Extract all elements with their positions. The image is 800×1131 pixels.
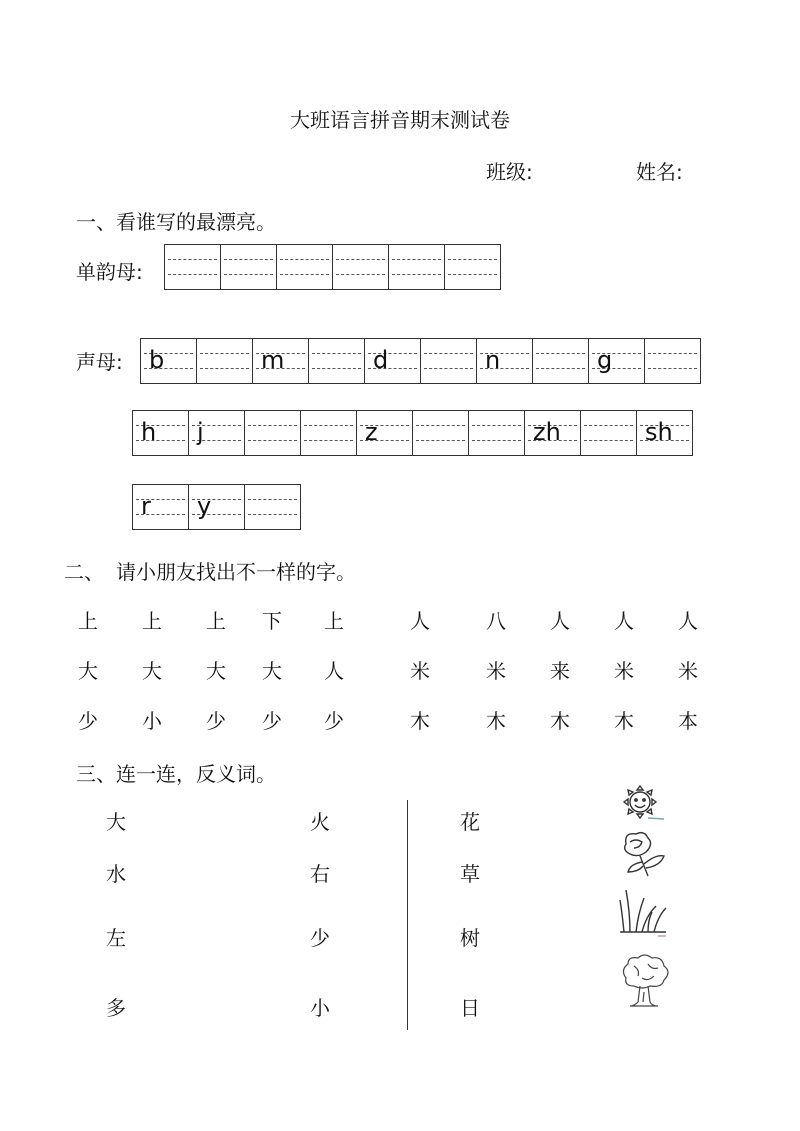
writing-cell[interactable] [245, 485, 301, 529]
consonants-grid-row3 [132, 484, 301, 530]
antonym-right-char[interactable]: 右 [310, 862, 330, 886]
pinyin-letter: g [597, 346, 613, 374]
antonym-left-char[interactable]: 水 [106, 862, 126, 886]
character-option[interactable]: 上 [206, 609, 226, 633]
match-word[interactable]: 树 [460, 926, 480, 950]
pinyin-letter: zh [533, 418, 561, 446]
grass-icon[interactable] [618, 886, 670, 938]
antonym-left-char[interactable]: 大 [106, 810, 126, 834]
character-option[interactable]: 人 [324, 659, 344, 683]
character-option[interactable]: 少 [206, 709, 226, 733]
name-label: 姓名: [636, 160, 683, 184]
vowels-grid [164, 244, 501, 290]
vowels-label: 单韵母: [76, 260, 143, 284]
writing-cell[interactable] [581, 411, 637, 455]
character-option[interactable]: 来 [550, 659, 570, 683]
page-title: 大班语言拼音期末测试卷 [290, 108, 510, 132]
writing-cell[interactable] [357, 411, 413, 455]
sun-icon[interactable] [614, 780, 670, 824]
writing-cell[interactable] [365, 339, 421, 383]
character-option[interactable]: 人 [678, 609, 698, 633]
writing-cell[interactable] [221, 245, 277, 289]
writing-cell[interactable] [133, 485, 189, 529]
character-option[interactable]: 米 [614, 659, 634, 683]
pinyin-letter: m [261, 346, 285, 374]
writing-cell[interactable] [245, 411, 301, 455]
pinyin-letter: b [149, 346, 165, 374]
character-option[interactable]: 人 [614, 609, 634, 633]
writing-cell[interactable] [645, 339, 701, 383]
writing-cell[interactable] [189, 411, 245, 455]
character-option[interactable]: 人 [410, 609, 430, 633]
consonants-label: 声母: [76, 350, 123, 374]
character-option[interactable]: 小 [142, 709, 162, 733]
writing-cell[interactable] [469, 411, 525, 455]
character-option[interactable]: 木 [550, 709, 570, 733]
writing-cell[interactable] [637, 411, 693, 455]
character-option[interactable]: 木 [410, 709, 430, 733]
writing-cell[interactable] [445, 245, 501, 289]
pinyin-letter: r [141, 492, 151, 520]
pinyin-letter: h [141, 418, 157, 446]
writing-cell[interactable] [477, 339, 533, 383]
writing-cell[interactable] [301, 411, 357, 455]
character-option[interactable]: 人 [550, 609, 570, 633]
section3-heading: 三、连一连，反义词。 [76, 762, 276, 786]
section2-heading-number: 二、 [64, 560, 104, 584]
writing-cell[interactable] [413, 411, 469, 455]
character-option[interactable]: 上 [142, 609, 162, 633]
character-option[interactable]: 本 [678, 709, 698, 733]
flower-icon[interactable] [614, 828, 670, 880]
writing-cell[interactable] [197, 339, 253, 383]
writing-cell[interactable] [277, 245, 333, 289]
section2-heading: 请小朋友找出不一样的字。 [116, 560, 356, 584]
character-option[interactable]: 少 [78, 709, 98, 733]
writing-cell[interactable] [165, 245, 221, 289]
antonym-left-char[interactable]: 左 [106, 926, 126, 950]
match-word[interactable]: 日 [460, 996, 480, 1020]
character-option[interactable]: 米 [410, 659, 430, 683]
character-option[interactable]: 大 [206, 659, 226, 683]
character-option[interactable]: 大 [262, 659, 282, 683]
antonym-right-char[interactable]: 火 [310, 810, 330, 834]
character-option[interactable]: 上 [324, 609, 344, 633]
pinyin-letter: n [485, 346, 501, 374]
antonym-left-char[interactable]: 多 [106, 996, 126, 1020]
match-word[interactable]: 花 [460, 810, 480, 834]
antonym-right-char[interactable]: 少 [310, 926, 330, 950]
character-option[interactable]: 少 [262, 709, 282, 733]
pinyin-letter: sh [645, 418, 673, 446]
writing-cell[interactable] [525, 411, 581, 455]
class-label: 班级: [486, 160, 533, 184]
character-option[interactable]: 上 [78, 609, 98, 633]
writing-cell[interactable] [333, 245, 389, 289]
writing-cell[interactable] [533, 339, 589, 383]
writing-cell[interactable] [421, 339, 477, 383]
writing-cell[interactable] [309, 339, 365, 383]
section1-heading: 一、看谁写的最漂亮。 [76, 210, 276, 234]
character-option[interactable]: 木 [614, 709, 634, 733]
pinyin-letter: j [197, 418, 204, 446]
consonants-grid-row2 [132, 410, 693, 456]
antonym-right-char[interactable]: 小 [310, 996, 330, 1020]
writing-cell[interactable] [389, 245, 445, 289]
character-option[interactable]: 大 [78, 659, 98, 683]
writing-cell[interactable] [589, 339, 645, 383]
pinyin-letter: y [197, 492, 212, 520]
character-option[interactable]: 少 [324, 709, 344, 733]
character-option[interactable]: 木 [486, 709, 506, 733]
writing-cell[interactable] [253, 339, 309, 383]
writing-cell[interactable] [189, 485, 245, 529]
match-word[interactable]: 草 [460, 862, 480, 886]
character-option[interactable]: 下 [262, 609, 282, 633]
writing-cell[interactable] [141, 339, 197, 383]
pinyin-letter: d [373, 346, 389, 374]
tree-icon[interactable] [618, 952, 674, 1012]
character-option[interactable]: 八 [486, 609, 506, 633]
pinyin-letter: z [365, 418, 378, 446]
writing-cell[interactable] [133, 411, 189, 455]
character-option[interactable]: 米 [486, 659, 506, 683]
character-option[interactable]: 大 [142, 659, 162, 683]
divider-line [407, 800, 408, 1030]
consonants-grid-row1 [140, 338, 701, 384]
character-option[interactable]: 米 [678, 659, 698, 683]
